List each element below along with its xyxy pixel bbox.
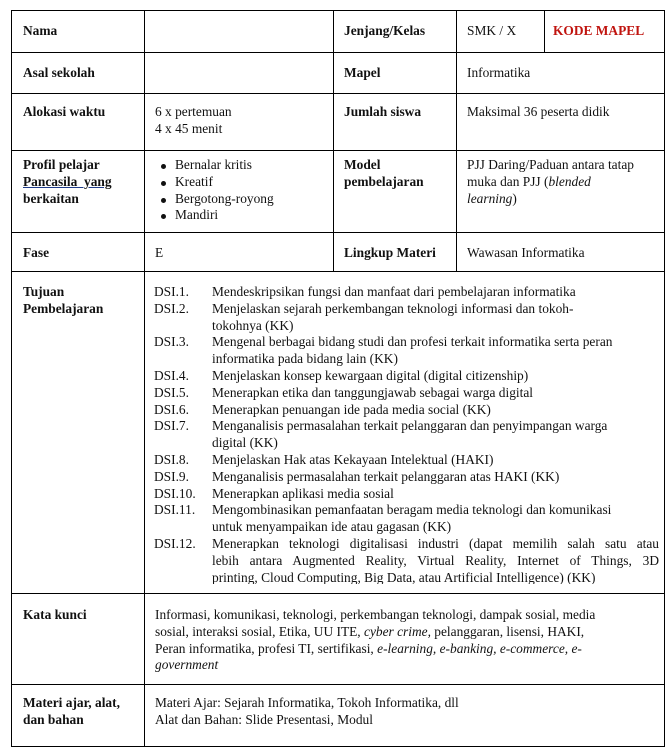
tujuan-text-line: tokohnya (KK)	[212, 317, 294, 333]
tujuan-code: DSI.3.	[154, 334, 189, 350]
tujuan-item	[154, 536, 659, 584]
tujuan-code: DSI.5.	[154, 384, 189, 400]
value-jumlah-siswa: Maksimal 36 peserta didik	[467, 104, 610, 119]
tujuan-code: DSI.7.	[154, 418, 189, 434]
list-item: Mandiri	[155, 207, 274, 224]
value-lingkup-materi: Wawasan Informatika	[467, 245, 585, 260]
tujuan-text-line: Mengenal berbagai bidang studi dan profesi terkait informatika serta peran	[212, 334, 613, 350]
tujuan-code: DSI.4.	[154, 367, 189, 383]
tujuan-item	[154, 452, 659, 469]
tujuan-text-line: lebih antara Augmented Reality, Virtual Reality, Internet of Things, 3D	[212, 552, 659, 568]
tujuan-item	[154, 284, 659, 301]
bullet-icon	[161, 214, 166, 219]
value-materi-ajar: Materi Ajar: Sejarah Informatika, Tokoh Informatika, dll Alat dan Bahan: Slide Presentasi, Modul	[155, 695, 459, 727]
list-item: Kreatif	[155, 174, 274, 191]
label-alokasi-waktu: Alokasi waktu	[23, 104, 106, 119]
value-jenjang-kelas: SMK / X	[467, 23, 517, 38]
label-fase: Fase	[23, 245, 50, 260]
bullet-icon	[161, 198, 166, 203]
tujuan-text-line: Menjelaskan sejarah perkembangan teknologi informasi dan tokoh-	[212, 300, 574, 316]
label-profil-pelajar: Profil pelajar Pancasila yang berkaitan	[23, 157, 112, 206]
tujuan-item	[154, 502, 659, 536]
label-tujuan-pembelajaran: Tujuan Pembelajaran	[23, 284, 104, 316]
tujuan-code: DSI.8.	[154, 451, 189, 467]
value-kata-kunci: Informasi, komunikasi, teknologi, perkembangan teknologi, dampak sosial, media sosial, interaksi sosial, Etika, UU ITE, cyber crime, pelanggaran, lisensi, HAKI, Peran informatika, profesi TI, sertifikasi, e-learning, e-banking, e-commerce, e- government	[155, 607, 596, 673]
tujuan-text-line: printing, Cloud Computing, Big Data, atau Artificial Intelligence) (KK)	[212, 569, 596, 584]
label-mapel: Mapel	[344, 65, 381, 80]
tujuan-item	[154, 469, 659, 486]
value-model-pembelajaran: PJJ Daring/Paduan antara tatap muka dan PJJ (blended learning)	[467, 157, 634, 206]
tujuan-item	[154, 334, 659, 368]
label-nama: Nama	[23, 23, 58, 38]
bullet-icon	[161, 181, 166, 186]
list-item: Bernalar kritis	[155, 157, 274, 174]
tujuan-code: DSI.2.	[154, 300, 189, 316]
label-jumlah-siswa: Jumlah siswa	[344, 104, 422, 119]
tujuan-item	[154, 402, 659, 419]
bullet-icon	[161, 164, 166, 169]
profil-list	[155, 157, 274, 224]
tujuan-text-line: Menjelaskan konsep kewargaan digital (digital citizenship)	[212, 367, 529, 383]
tujuan-item	[154, 368, 659, 385]
tujuan-code: DSI.12.	[154, 535, 196, 551]
tujuan-list	[154, 284, 659, 584]
tujuan-text-line: Menerapkan etika dan tanggungjawab sebagai warga digital	[212, 384, 534, 400]
value-fase: E	[155, 245, 164, 260]
tujuan-item	[154, 486, 659, 503]
tujuan-text-line: Mendeskripsikan fungsi dan manfaat dari pembelajaran informatika	[212, 284, 576, 299]
tujuan-code: DSI.1.	[154, 284, 189, 299]
tujuan-item	[154, 301, 659, 335]
tujuan-item	[154, 385, 659, 402]
tujuan-text-line: digital (KK)	[212, 435, 278, 451]
label-model-pembelajaran: Model pembelajaran	[344, 157, 424, 189]
tujuan-text-line: Mengombinasikan pemanfaatan beragam media teknologi dan komunikasi	[212, 502, 612, 518]
tujuan-text-line: Menerapkan teknologi digitalisasi industri (dapat memilih salah satu atau	[212, 535, 659, 551]
label-kata-kunci: Kata kunci	[23, 607, 87, 622]
tujuan-text-line: Menerapkan aplikasi media sosial	[212, 485, 394, 501]
value-mapel: Informatika	[467, 65, 531, 80]
tujuan-code: DSI.10.	[154, 485, 196, 501]
tujuan-text-line: Menjelaskan Hak atas Kekayaan Intelektual (HAKI)	[212, 451, 494, 467]
tujuan-text-line: Menerapkan penuangan ide pada media social (KK)	[212, 401, 491, 417]
tujuan-text-line: untuk menyampaikan ide atau gagasan (KK)	[212, 519, 452, 535]
tujuan-code: DSI.6.	[154, 401, 189, 417]
label-materi-ajar: Materi ajar, alat, dan bahan	[23, 695, 120, 727]
tujuan-text-line: informatika pada bidang lain (KK)	[212, 351, 398, 367]
tujuan-text-line: Menganalisis permasalahan terkait pelanggaran atas HAKI (KK)	[212, 468, 560, 484]
tujuan-item	[154, 418, 659, 452]
kode-mapel: KODE MAPEL	[553, 23, 645, 38]
tujuan-code: DSI.11.	[154, 502, 196, 518]
value-alokasi-waktu: 6 x pertemuan 4 x 45 menit	[155, 104, 232, 136]
tujuan-text-line: Menganalisis permasalahan terkait pelanggaran dan penyimpangan warga	[212, 418, 608, 434]
lesson-plan-table	[11, 10, 665, 747]
label-lingkup-materi: Lingkup Materi	[344, 245, 436, 260]
label-asal-sekolah: Asal sekolah	[23, 65, 95, 80]
list-item: Bergotong-royong	[155, 191, 274, 208]
tujuan-code: DSI.9.	[154, 468, 189, 484]
label-jenjang-kelas: Jenjang/Kelas	[344, 23, 426, 38]
